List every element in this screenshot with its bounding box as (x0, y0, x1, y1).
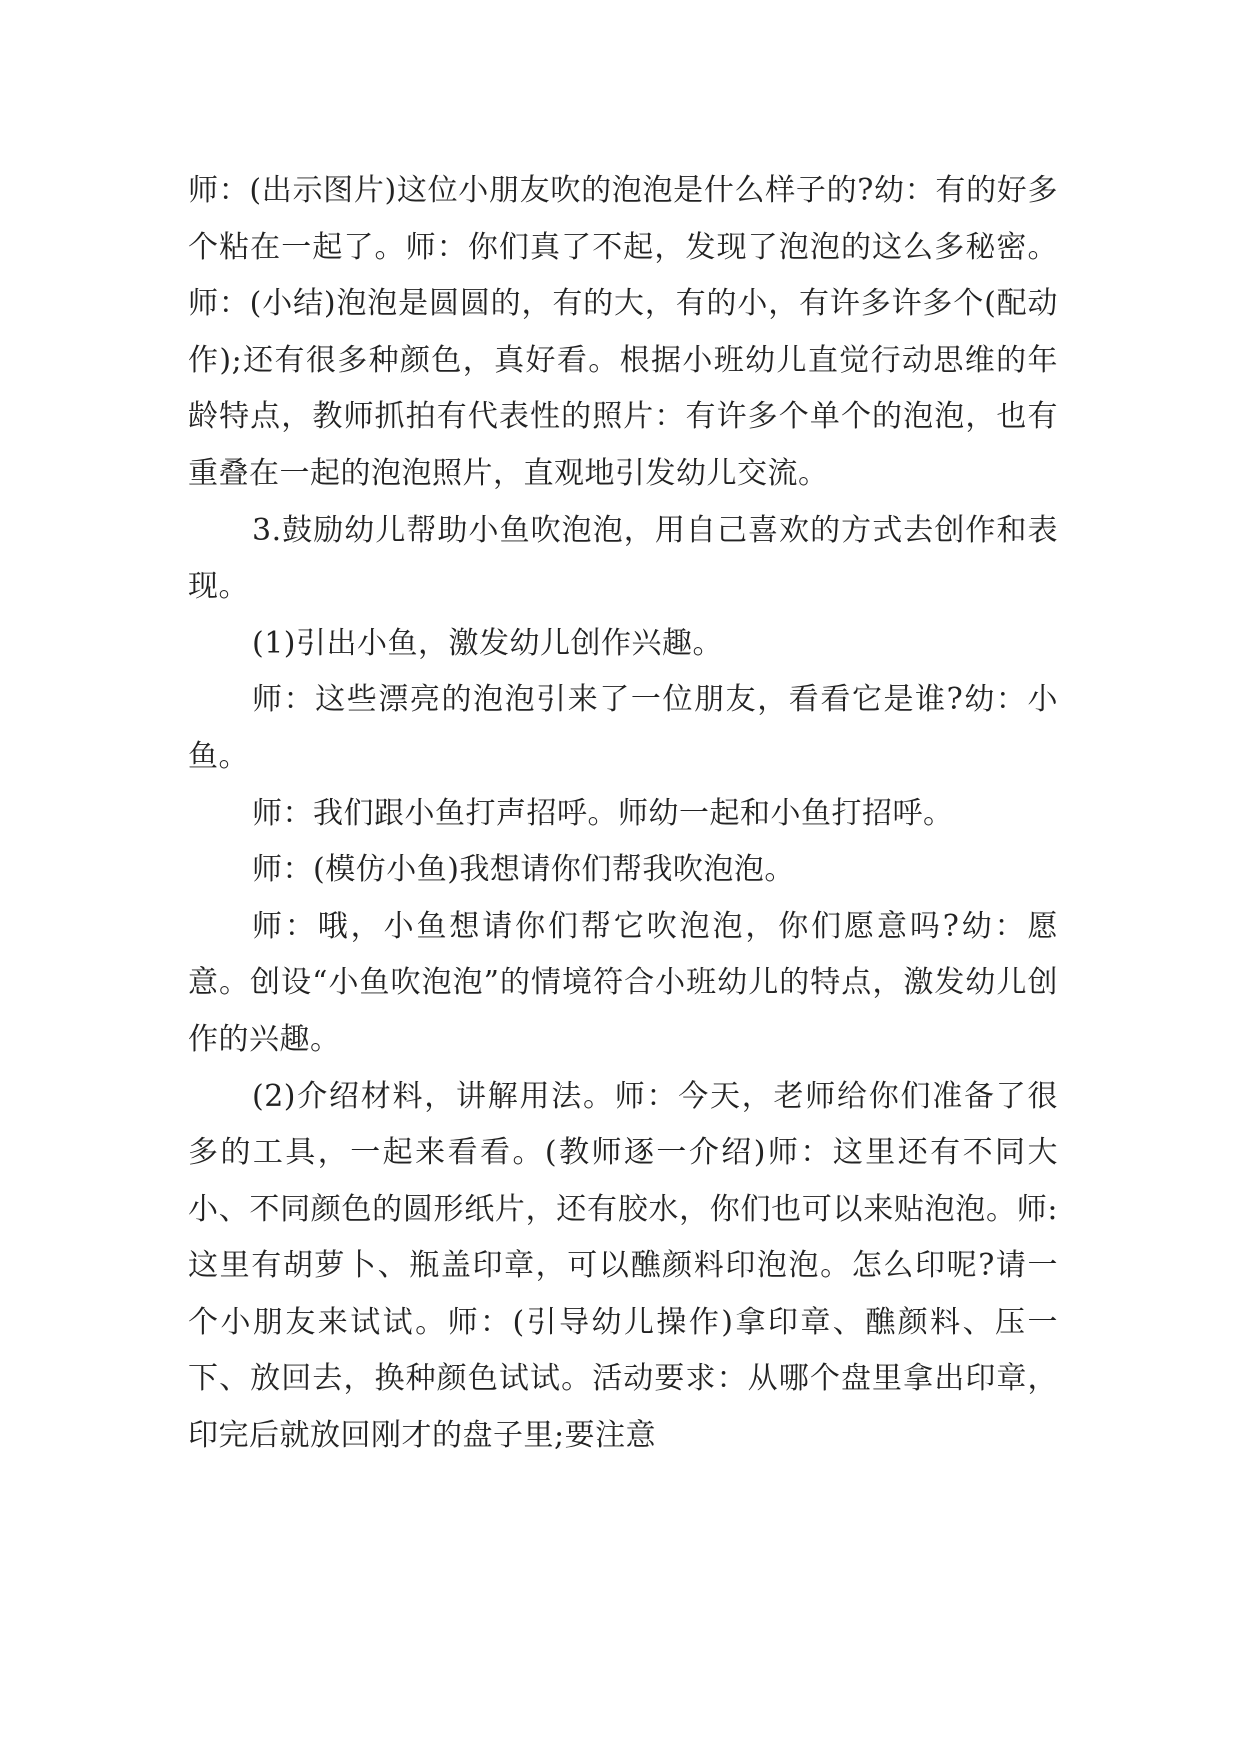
paragraph-6: 师：(模仿小鱼)我想请你们帮我吹泡泡。 (252, 852, 795, 888)
paragraph-8: (2)介绍材料，讲解用法。师：今天，老师给你们准备了很多的工具，一起来看看。(教师逐一介绍)师：这里还有不同大小、不同颜色的圆形纸片，还有胶水，你们也可以来贴泡泡。师:这里有胡萝卜、瓶盖印章，可以醮颜料印泡泡。怎么印呢?请一个小朋友来试试。师：(引导幼儿操作)拿印章、醮颜料、压一下、放回去，换种颜色试试。活动要求：从哪个盘里拿出印章，印完后就放回刚才的盘子里;要注意 (188, 1078, 1058, 1454)
paragraph-7: 师：哦，小鱼想请你们帮它吹泡泡，你们愿意吗?幼：愿意。创设“小鱼吹泡泡”的情境符合小班幼儿的特点，激发幼儿创作的兴趣。 (188, 908, 1058, 1057)
paragraph-1: 师：(出示图片)这位小朋友吹的泡泡是什么样子的?幼：有的好多个粘在一起了。师：你们真了不起，发现了泡泡的这么多秘密。师：(小结)泡泡是圆圆的，有的大，有的小，有许多许多个(配动作);还有很多种颜色，真好看。根据小班幼儿直觉行动思维的年龄特点，教师抓拍有代表性的照片：有许多个单个的泡泡，也有重叠在一起的泡泡照片，直观地引发幼儿交流。 (188, 173, 1058, 491)
document-body (188, 163, 1058, 1465)
paragraph-5: 师：我们跟小鱼打声招呼。师幼一起和小鱼打招呼。 (252, 795, 954, 831)
paragraph-4: 师：这些漂亮的泡泡引来了一位朋友，看看它是谁?幼：小鱼。 (188, 682, 1058, 774)
paragraph-3: (1)引出小鱼，激发幼儿创作兴趣。 (252, 625, 723, 661)
paragraph-2: 3.鼓励幼儿帮助小鱼吹泡泡，用自己喜欢的方式去创作和表现。 (188, 512, 1058, 605)
